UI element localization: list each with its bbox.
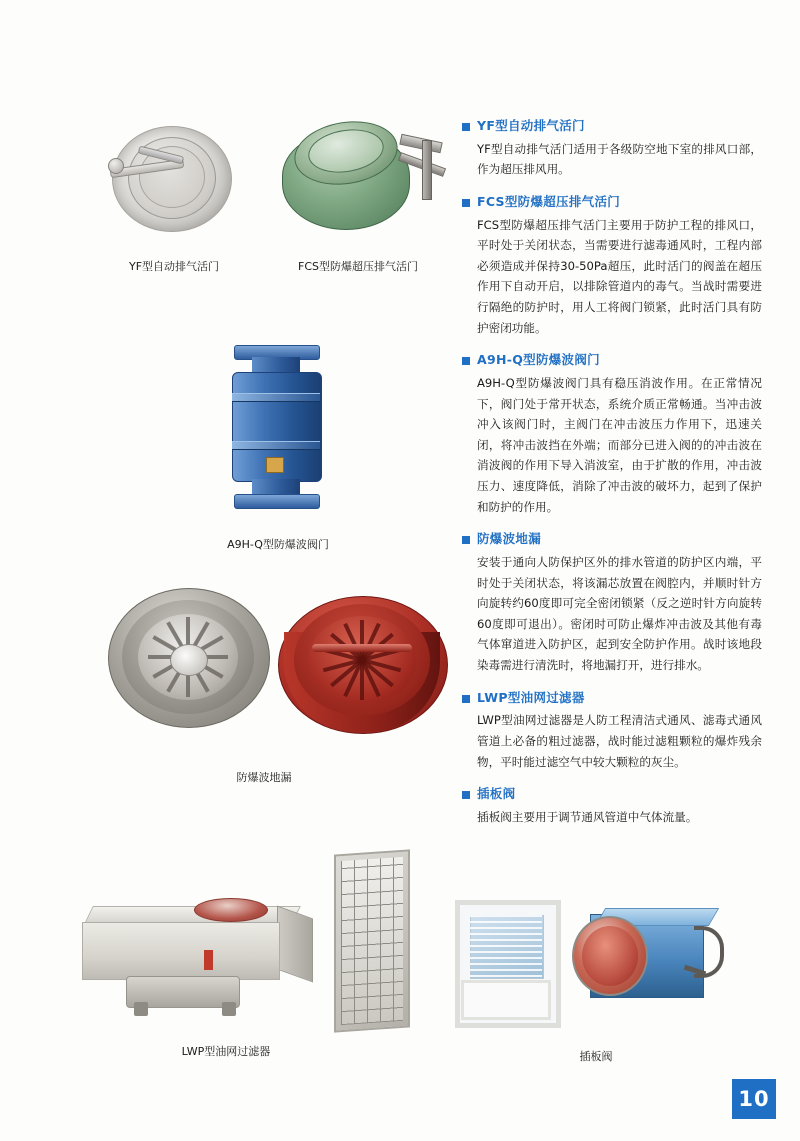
section-floor-drain	[462, 531, 762, 675]
section-body: 插板阀主要用于调节通风管道中气体流量。	[477, 809, 698, 824]
section-title: 插板阀	[477, 786, 516, 802]
caption-floor-drain: 防爆波地漏	[236, 771, 292, 784]
section-body: 安装于通向人防保护区外的排水管道的防护区内端，平时处于关闭状态，将该漏芯放置在阀腔内，并顺时针方向旋转约60度即可完全密闭锁紧（反之逆时针方向旋转60度即可退出）。密闭时可防止爆炸冲击波及其他有毒气体窜道进入防护区，起到安全防护作用。战时该地段染毒需进行清洗时，将地漏打开，进行排水。	[477, 554, 762, 672]
caption-yf-valve: YF型自动排气活门	[128, 260, 220, 273]
section-lwp-filter	[462, 690, 762, 773]
square-bullet-icon	[462, 199, 470, 207]
text-column	[462, 118, 762, 841]
caption-a9hq-valve: A9H-Q型防爆波阀门	[227, 538, 329, 551]
square-bullet-icon	[462, 536, 470, 544]
product-image-yf-valve	[108, 118, 238, 238]
section-title: 防爆波地漏	[477, 531, 542, 547]
section-yf-valve	[462, 118, 762, 180]
caption-lwp-filter: LWP型油网过滤器	[181, 1045, 271, 1058]
square-bullet-icon	[462, 357, 470, 365]
section-body: YF型自动排气活门适用于各级防空地下室的排风口部，作为超压排风用。	[477, 141, 762, 177]
square-bullet-icon	[462, 123, 470, 131]
product-image-filter-mesh-panel	[334, 852, 410, 1030]
product-image-floor-drain-red	[278, 592, 446, 736]
section-body: FCS型防爆超压排气活门主要用于防护工程的排风口，平时处于关闭状态，当需要进行滤毒通风时，工程内部必须造成并保持30-50Pa超压，此时活门的阀盖在超压作用下自动开启，以排除管道内的毒气。当战时需要进行隔绝的防护时，用人工将阀门锁紧，此时活门具有防护密闭功能。	[477, 217, 762, 335]
section-title: YF型自动排气活门	[477, 118, 585, 133]
section-title: A9H-Q型防爆波阀门	[477, 352, 600, 368]
section-title: LWP型油网过滤器	[477, 689, 585, 705]
section-body: A9H-Q型防爆波阀门具有稳压消波作用。在正常情况下，阀门处于常开状态，系统介质正常畅通。当冲击波冲入该阀门时，主阀门在冲击波压力作用下，迅速关闭，将冲击波挡在外端；而部分已进入阀的的冲击波在消波阀的作用下导入消波室，由于扩散的作用，冲击波压力、速度降低，消除了冲击波的破坏力，起到了保护和防护的作用。	[477, 375, 762, 514]
section-fcs-valve	[462, 194, 762, 338]
square-bullet-icon	[462, 791, 470, 799]
product-image-plate-valve-duct	[572, 908, 722, 1016]
square-bullet-icon	[462, 695, 470, 703]
product-image-plate-valve-frame	[455, 900, 563, 1032]
product-image-lwp-filter-housing	[82, 890, 312, 1020]
product-image-fcs-valve	[272, 116, 447, 241]
section-body: LWP型油网过滤器是人防工程清洁式通风、滤毒式通风管道上必备的粗过滤器，战时能过滤粗颗粒的爆炸残余物，平时能过滤空气中较大颗粒的灰尘。	[477, 713, 762, 769]
section-a9hq-valve	[462, 352, 762, 517]
section-plate-valve	[462, 786, 762, 827]
product-image-a9hq-valve	[208, 345, 348, 520]
page-number: 10	[732, 1079, 776, 1119]
caption-fcs-valve: FCS型防爆超压排气活门	[298, 260, 418, 273]
caption-plate-valve: 插板阀	[579, 1050, 613, 1063]
product-image-floor-drain-grey	[108, 588, 268, 726]
section-title: FCS型防爆超压排气活门	[477, 193, 621, 209]
